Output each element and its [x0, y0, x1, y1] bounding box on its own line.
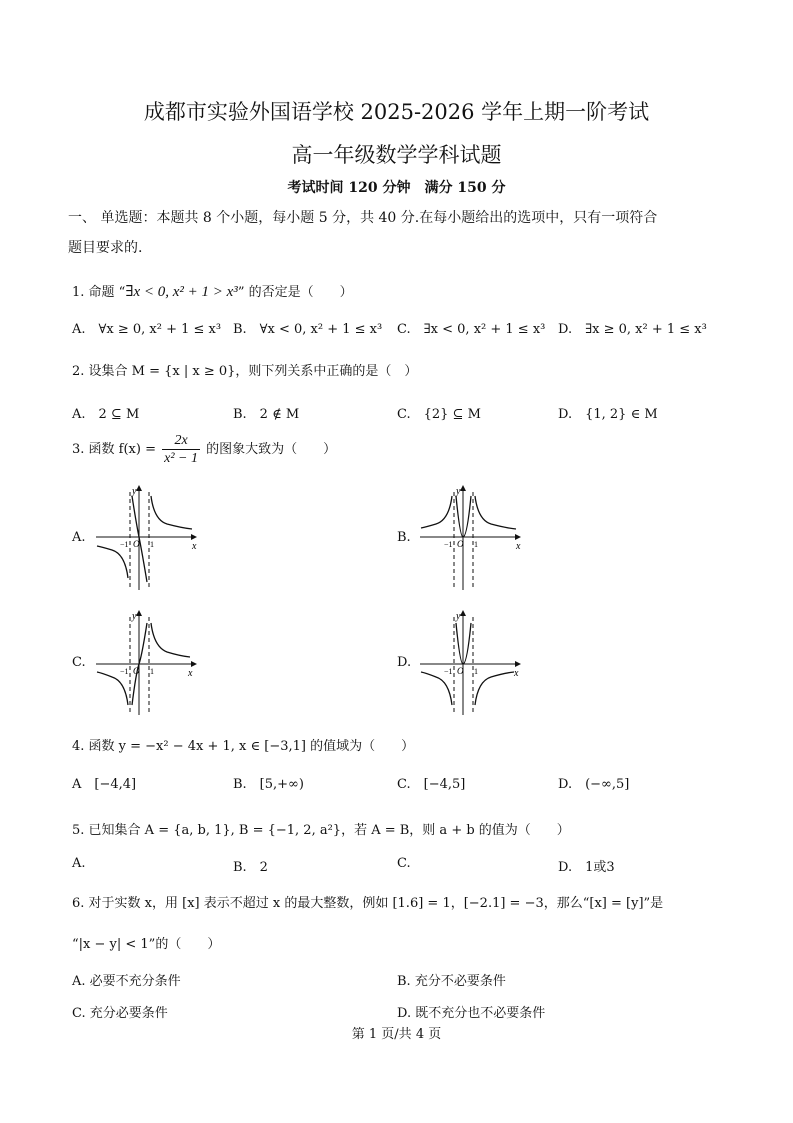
q1-option-a: A. ∀x ≥ 0, x² + 1 ≤ x³: [72, 322, 222, 337]
q2-option-b: B. 2 ∉ M: [233, 407, 300, 422]
q5-option-d: D. 1或3: [558, 860, 615, 875]
graph-d-neg1: −1: [444, 667, 453, 676]
q1-math: ∃x < 0, x² + 1 > x³: [125, 284, 238, 300]
q1-option-d: D. ∃x ≥ 0, x² + 1 ≤ x³: [558, 322, 707, 337]
question-6-line1: 6. 对于实数 x，用 [x] 表示不超过 x 的最大整数，例如 [1.6] = 1，[−2.1] = −3，那么“[x] = [y]”是: [72, 896, 664, 911]
question-1: 1. 命题 “∃x < 0, x² + 1 > x³” 的否定是（ ）: [72, 284, 353, 300]
q6-option-b: B. 充分不必要条件: [397, 974, 506, 989]
graph-c-x-label: x: [188, 668, 193, 679]
exam-info: 考试时间 120 分钟 满分 150 分: [287, 180, 506, 196]
q6-option-a: A. 必要不充分条件: [72, 974, 181, 989]
graph-d-pos1: 1: [474, 667, 478, 676]
graph-a-pos1: 1: [150, 540, 154, 549]
q4-option-d: D. (−∞,5]: [558, 777, 630, 792]
q4-option-b: B. [5,+∞): [233, 777, 304, 792]
graph-a-origin: O: [133, 539, 140, 549]
graph-a-y-label: y: [132, 486, 137, 497]
q2-option-c: C. {2} ⊆ M: [397, 407, 481, 422]
graph-b-origin: O: [457, 539, 464, 549]
graph-a-neg1: −1: [120, 540, 129, 549]
graph-b-x-label: x: [516, 541, 521, 552]
question-2: 2. 设集合 M = {x | x ≥ 0}，则下列关系中正确的是（ ）: [72, 364, 418, 379]
q3-label-d: D.: [397, 655, 412, 670]
exam-subtitle: 高一年级数学学科试题: [291, 143, 502, 167]
q5-option-b: B. 2: [233, 860, 268, 875]
q1-option-b: B. ∀x < 0, x² + 1 ≤ x³: [233, 322, 383, 337]
graph-a: [92, 482, 202, 592]
graph-b-pos1: 1: [474, 540, 478, 549]
q4-option-a: A [−4,4]: [72, 777, 137, 792]
graph-d: [416, 607, 526, 717]
graph-c: [92, 607, 202, 717]
section-heading: 一、 单选题：本题共 8 个小题，每小题 5 分，共 40 分.在每小题给出的选项中，只有一项符合: [68, 210, 658, 226]
section-heading-cont: 题目要求的.: [68, 240, 143, 256]
graph-d-origin: O: [457, 666, 464, 676]
graph-b-neg1: −1: [444, 540, 453, 549]
q2-option-a: A. 2 ⊆ M: [72, 407, 140, 422]
question-5: 5. 已知集合 A = {a, b, 1}, B = {−1, 2, a²}，若 A = B，则 a + b 的值为（ ）: [72, 823, 570, 838]
q6-option-d: D. 既不充分也不必要条件: [397, 1006, 546, 1021]
q1-option-c: C. ∃x < 0, x² + 1 ≤ x³: [397, 322, 546, 337]
graph-c-origin: O: [133, 666, 140, 676]
graph-b-y-label: y: [456, 486, 461, 497]
q4-option-c: C. [−4,5]: [397, 777, 466, 792]
graph-d-y-label: y: [456, 611, 461, 622]
question-4: 4. 函数 y = −x² − 4x + 1, x ∈ [−3,1] 的值域为（ ）: [72, 739, 415, 754]
q5-option-a: A.: [72, 856, 86, 871]
page-footer: 第 1 页/共 4 页: [351, 1027, 442, 1042]
q3-label-b: B.: [397, 530, 411, 545]
q3-label-c: C.: [72, 655, 86, 670]
exam-title: 成都市实验外国语学校 2025-2026 学年上期一阶考试: [143, 100, 650, 124]
q6-option-c: C. 充分必要条件: [72, 1006, 168, 1021]
q3-label-a: A.: [72, 530, 86, 545]
graph-d-x-label: x: [514, 668, 519, 679]
q5-option-c: C.: [397, 856, 411, 871]
q2-option-d: D. {1, 2} ∈ M: [558, 407, 658, 422]
graph-a-x-label: x: [192, 541, 197, 552]
q3-fraction: $\frac{2x}{\text{x² − 1}}$: [164, 433, 198, 466]
question-3: 3. 函数 f(x) = $\frac{2x}{\text{x² − 1}}$ 的图象大致为（ ）: [72, 433, 337, 466]
question-6-line2: “|x − y| < 1”的（ ）: [72, 937, 221, 952]
graph-c-pos1: 1: [150, 667, 154, 676]
graph-b: [416, 482, 526, 592]
graph-c-neg1: −1: [120, 667, 129, 676]
graph-c-y-label: y: [132, 611, 137, 622]
